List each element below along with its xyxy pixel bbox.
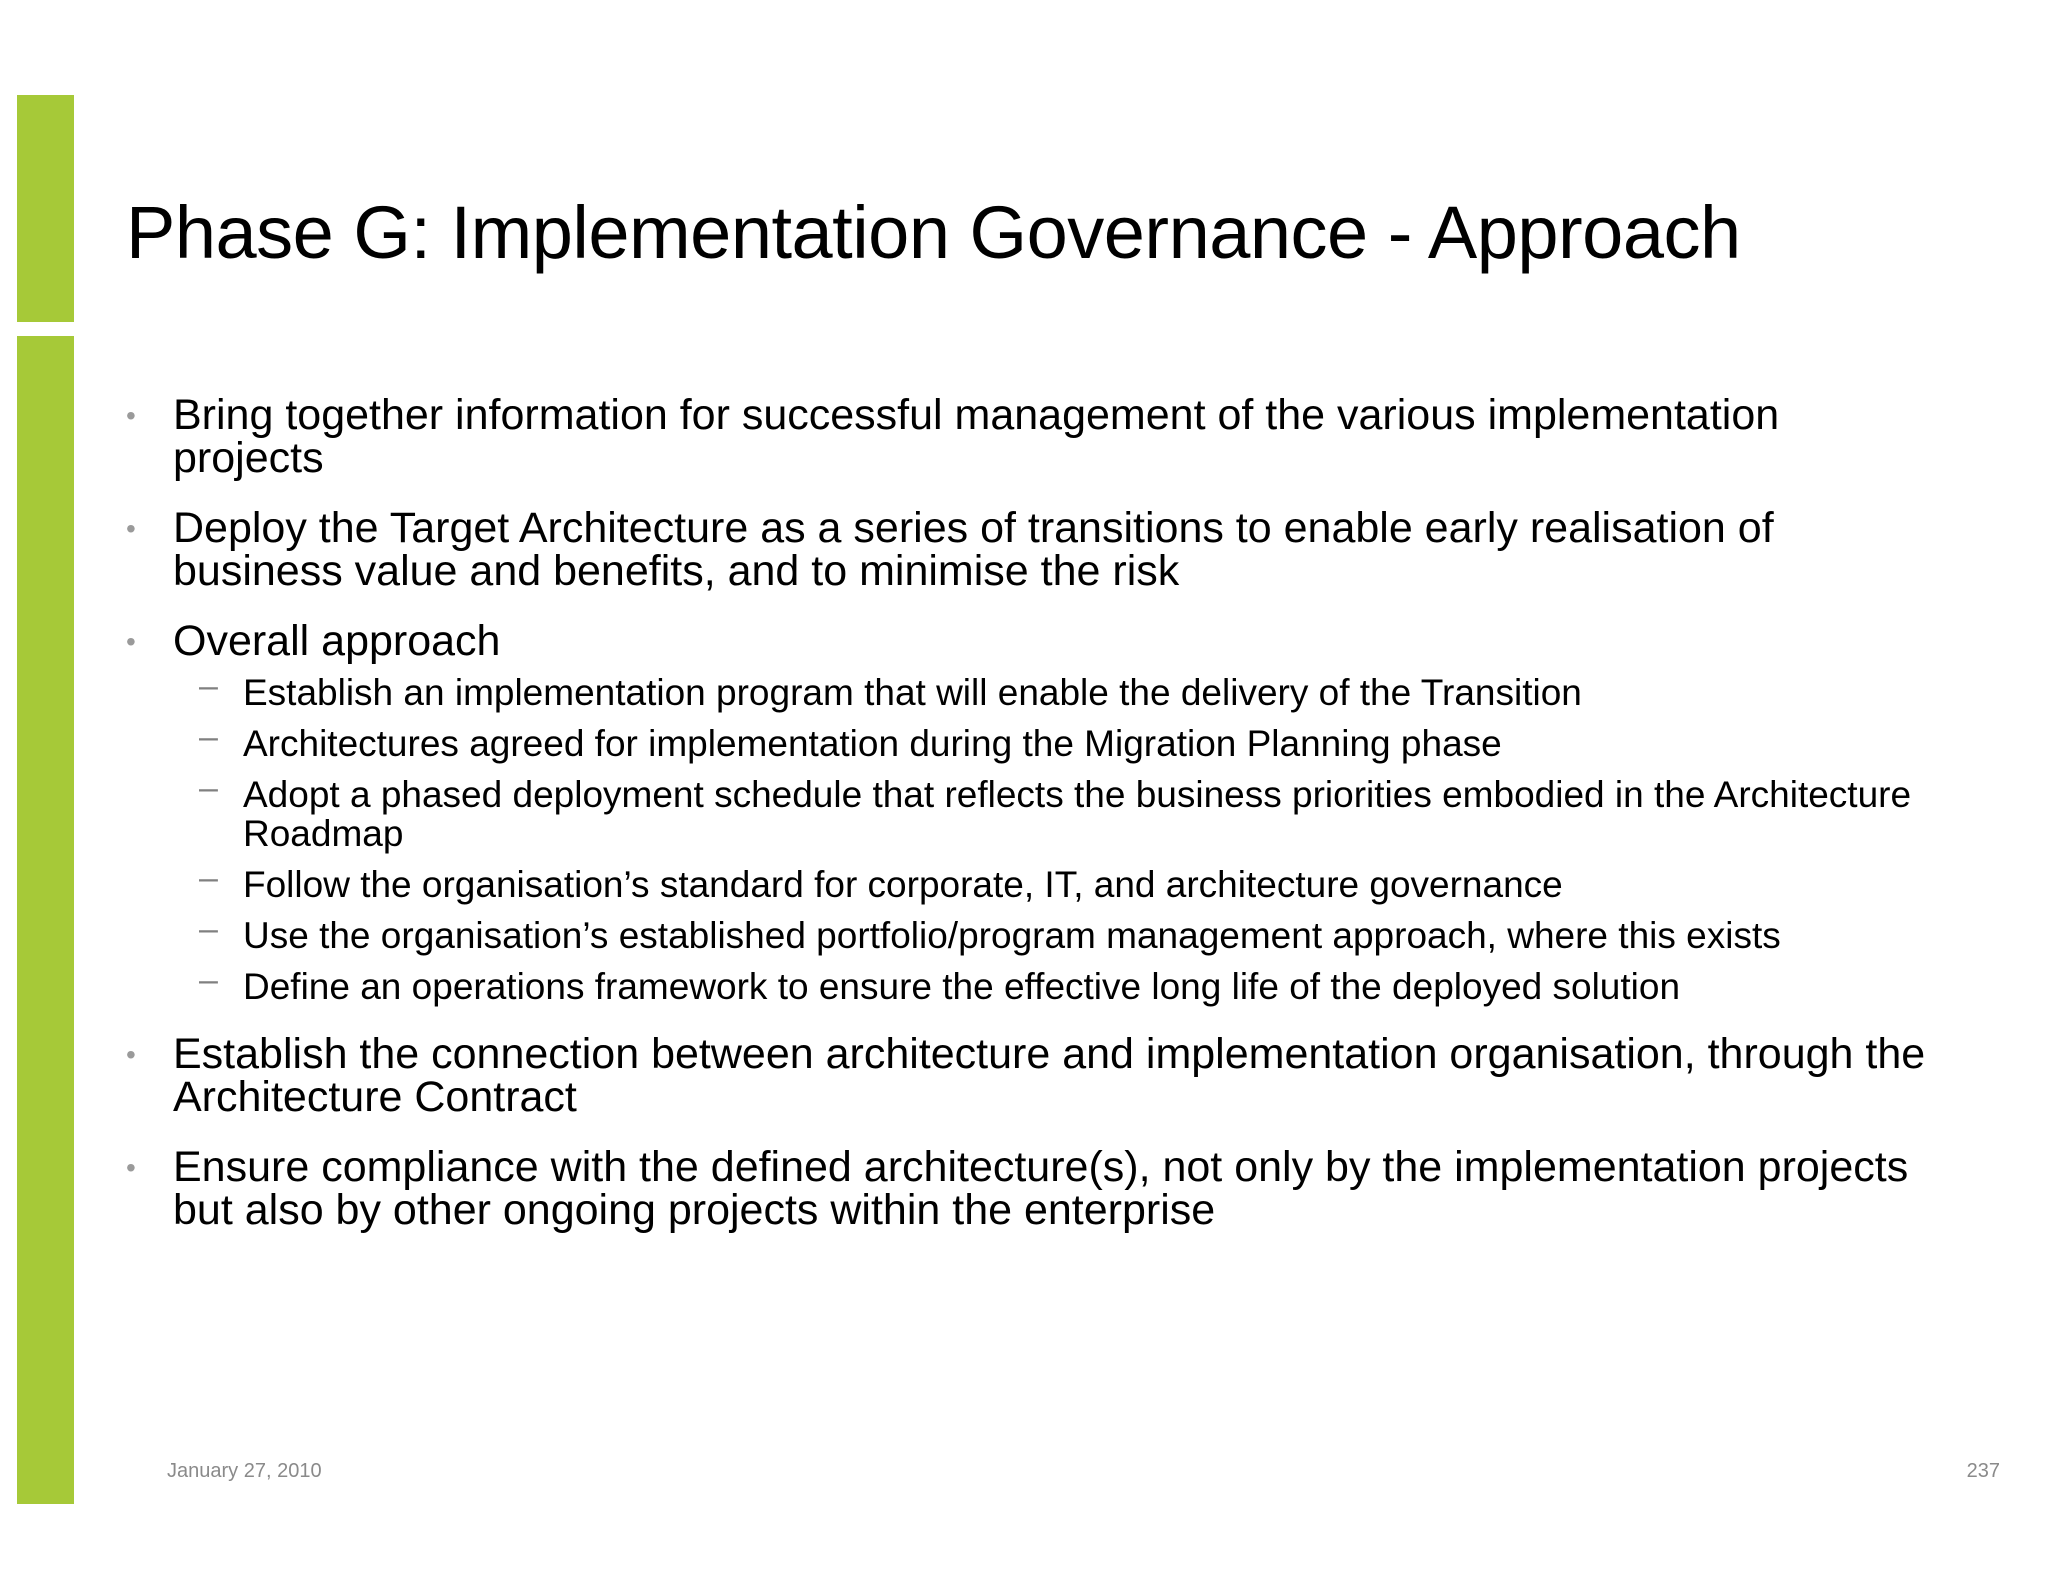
- bullet-list: [126, 391, 1926, 1259]
- sub-bullet-item: [199, 769, 1926, 854]
- sub-bullet-item: [199, 910, 1926, 956]
- bullet-dot-icon: •: [126, 1152, 136, 1183]
- sub-bullet-text: Use the organisation’s established portfolio/program management approach, where this exists: [243, 915, 1781, 956]
- sub-bullet-text: Architectures agreed for implementation during the Migration Planning phase: [243, 723, 1502, 764]
- sub-bullet-item: [199, 718, 1926, 764]
- bullet-dot-icon: •: [126, 400, 136, 431]
- bullet-text: Deploy the Target Architecture as a series of transitions to enable early realisation of business value and benefits, and to minimise the risk: [173, 504, 1774, 595]
- bullet-dot-icon: •: [126, 1039, 136, 1070]
- slide-title: Phase G: Implementation Governance - Approach: [126, 191, 1741, 274]
- bullet-dot-icon: •: [126, 626, 136, 657]
- sub-bullet-item: [199, 961, 1926, 1007]
- bullet-text: Ensure compliance with the defined architecture(s), not only by the implementation projects but also by other ongoing projects within the enterprise: [173, 1143, 1909, 1234]
- sub-bullet-list: [173, 667, 1926, 1007]
- sub-bullet-text: Follow the organisation’s standard for corporate, IT, and architecture governance: [243, 864, 1563, 905]
- dash-icon: –: [199, 718, 218, 756]
- dash-icon: –: [199, 961, 218, 999]
- bullet-item: [126, 1030, 1926, 1121]
- bullet-item: [126, 1143, 1926, 1234]
- dash-icon: –: [199, 667, 218, 705]
- bullet-item: [126, 504, 1926, 595]
- sub-bullet-text: Establish an implementation program that will enable the delivery of the Transition: [243, 672, 1582, 713]
- sub-bullet-item: [199, 667, 1926, 713]
- bullet-text: Bring together information for successful management of the various implementation projects: [173, 391, 1780, 482]
- bullet-text: Establish the connection between architecture and implementation organisation, through the Architecture Contract: [173, 1030, 1926, 1121]
- sub-bullet-item: [199, 859, 1926, 905]
- sub-bullet-text: Adopt a phased deployment schedule that reflects the business priorities embodied in the Architecture Roadmap: [243, 774, 1912, 854]
- bullet-item: [126, 617, 1926, 1007]
- accent-bar-top: [17, 95, 74, 322]
- bullet-item: [126, 391, 1926, 482]
- bullet-dot-icon: •: [126, 513, 136, 544]
- bullet-text: Overall approach: [173, 617, 501, 665]
- dash-icon: –: [199, 859, 218, 897]
- page-number: 237: [1966, 1460, 2000, 1482]
- accent-bar-bottom: [17, 336, 74, 1504]
- dash-icon: –: [199, 910, 218, 948]
- sub-bullet-text: Define an operations framework to ensure the effective long life of the deployed solution: [243, 966, 1681, 1007]
- dash-icon: –: [199, 769, 218, 807]
- footer-date: January 27, 2010: [167, 1460, 322, 1482]
